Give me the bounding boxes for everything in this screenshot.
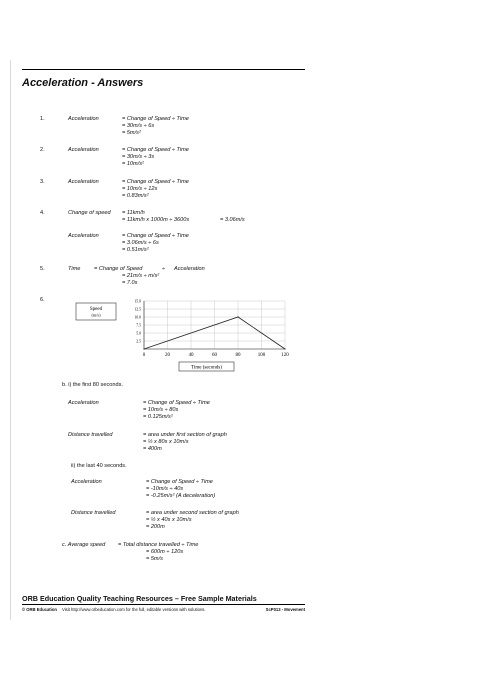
footer-title: ORB Education Quality Teaching Resources – Free Sample Materials	[22, 594, 257, 603]
b-dist-line: = ½ x 80s x 10m/s	[143, 439, 189, 445]
q2-line: = Change of Speed ÷ Time	[122, 147, 189, 153]
part-b-intro: b. i) the first 80 seconds.	[62, 382, 123, 388]
data-point	[143, 348, 144, 349]
q3-line: = 10m/s ÷ 12s	[122, 186, 158, 192]
b-acc2-line: = -0.25m/s² (A deceleration)	[146, 493, 216, 499]
speed-time-chart	[70, 296, 300, 378]
b-dist2-line: = area under second section of graph	[146, 510, 239, 516]
q3-label: Acceleration	[68, 179, 99, 185]
b-dist2-line: = 200m	[146, 524, 165, 530]
x-tick-label: 0	[142, 353, 146, 358]
q4-label: Change of speed	[68, 210, 111, 216]
data-point	[237, 316, 238, 317]
x-tick-label: 60	[212, 353, 217, 358]
x-tick-label: 20	[165, 353, 170, 358]
q3-line: = 0.83m/s²	[122, 193, 149, 199]
part-b-intro2: ii) the last 40 seconds.	[71, 463, 127, 469]
y-tick-label: 15.0	[134, 299, 141, 304]
q1-number: 1.	[40, 116, 45, 122]
b-acc-line: = 0.125m/s²	[143, 414, 173, 420]
q4-label: Acceleration	[68, 233, 99, 239]
b-dist2-label: Distance travelled	[71, 510, 116, 516]
q4-line: = 3.06m/s ÷ 6s	[122, 240, 159, 246]
q2-number: 2.	[40, 147, 45, 153]
q5-line: = Change of Speed	[94, 266, 143, 272]
header-rule	[22, 69, 305, 70]
footer-rule	[22, 604, 305, 605]
q2-line: = 30m/s ÷ 3s	[122, 154, 155, 160]
b-acc2-line: = -10m/s ÷ 40s	[146, 486, 184, 492]
q3-number: 3.	[40, 179, 45, 185]
q1-label: Acceleration	[68, 116, 99, 122]
xlabel-text: Time (seconds)	[191, 365, 222, 371]
q5-line: = 21m/s ÷ m/s²	[122, 273, 160, 279]
q5-label: Time	[68, 266, 81, 272]
x-tick-label: 40	[188, 353, 194, 358]
y-tick-label: 7.5	[136, 323, 141, 328]
c-line: = Total distance travelled ÷ Time	[118, 542, 199, 548]
b-dist-label: Distance travelled	[68, 432, 113, 438]
b-dist-line: = area under first section of graph	[143, 432, 227, 438]
q1-line: = 30m/s ÷ 6s	[122, 123, 155, 129]
q4-result: = 3.06m/s	[220, 217, 245, 223]
x-tick-label: 100	[257, 353, 266, 358]
y-tick-label: 10.0	[134, 315, 141, 320]
footer-code: ScP013 - Movement	[265, 607, 305, 612]
footer-visit-link[interactable]: Visit http://www.orbeducation.com for the full, editable versions with solutions.	[62, 607, 206, 612]
ylabel-text: Speed	[89, 307, 103, 312]
b-acc-line: = 10m/s ÷ 80s	[143, 407, 179, 413]
b-dist2-line: = ½ x 40s x 10m/s	[146, 517, 192, 523]
q1-line: = 5m/s²	[122, 130, 141, 136]
x-tick-label: 120	[281, 353, 289, 358]
page-title: Acceleration - Answers	[22, 77, 144, 89]
q4-line: = Change of Speed ÷ Time	[122, 233, 189, 239]
data-point	[284, 348, 285, 349]
q6-number: 6.	[40, 297, 45, 303]
q1-line: = Change of Speed ÷ Time	[122, 116, 189, 122]
q5-number: 5.	[40, 266, 45, 272]
b-acc2-line: = Change of Speed ÷ Time	[146, 479, 213, 485]
q5-accel: Acceleration	[174, 266, 205, 272]
q4-line: = 11km/h x 1000m ÷ 3600s	[122, 217, 190, 223]
q4-line: = 11km/h	[122, 210, 145, 216]
ylabel-unit: (m/s)	[91, 312, 101, 318]
y-tick-label: 5.0	[136, 331, 141, 336]
q4-number: 4.	[40, 210, 45, 216]
x-tick-label: 80	[235, 353, 241, 358]
b-dist-line: = 400m	[143, 446, 162, 452]
q5-line: = 7.0s	[122, 280, 138, 286]
y-tick-label: 12.5	[134, 307, 141, 312]
c-line: = 600m ÷ 120s	[146, 549, 184, 555]
q3-line: = Change of Speed ÷ Time	[122, 179, 189, 185]
part-c-label: c. Average speed	[62, 542, 106, 548]
y-tick-label: 2.5	[136, 339, 141, 344]
q2-line: = 10m/s²	[122, 161, 144, 167]
footer-copyright: © ORB Education	[22, 607, 57, 612]
c-line: = 5m/s	[146, 556, 163, 562]
q2-label: Acceleration	[68, 147, 99, 153]
q5-divide: ÷	[162, 266, 166, 272]
b-acc-line: = Change of Speed ÷ Time	[143, 400, 210, 406]
b-acc2-label: Acceleration	[71, 479, 102, 485]
b-acc-label: Acceleration	[68, 400, 99, 406]
q4-line: = 0.51m/s²	[122, 247, 149, 253]
